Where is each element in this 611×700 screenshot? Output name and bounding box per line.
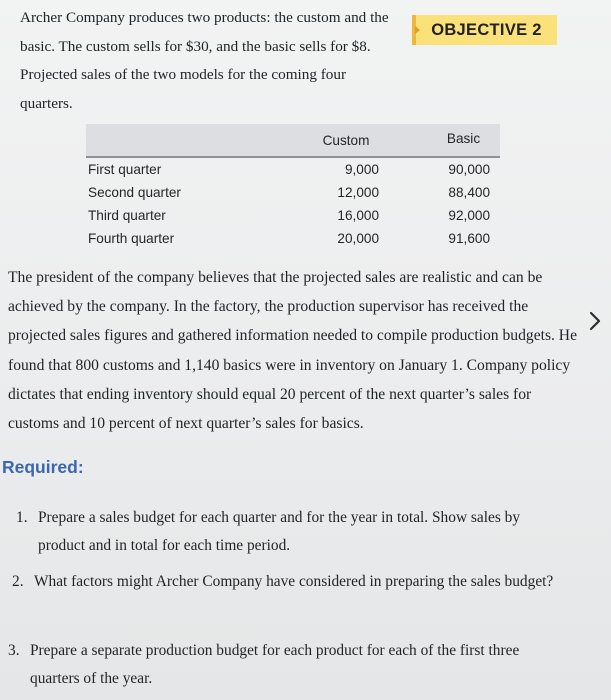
basic-value: 90,000 [448, 162, 490, 177]
basic-value: 88,400 [448, 185, 490, 200]
custom-value: 12,000 [337, 185, 379, 200]
table-row [86, 231, 500, 254]
header-basic: Basic [446, 131, 481, 146]
objective-label: OBJECTIVE 2 [431, 20, 542, 39]
body-paragraph: The president of the company believes that the projected sales are realistic and can be achieved by the company. In the factory, the production supervisor has received the projected sales figures and gathered information needed to compile production budgets. He found that 800 customs and 1,140 basics were in inventory on January 1. Company policy dictates that ending inventory should equal 20 percent of the next quarter’s sales for customs and 10 percent of next quarter’s sales for basics. [8, 269, 577, 433]
objective-badge [412, 15, 557, 45]
question-number: 3. [8, 642, 20, 659]
row-label: First quarter [88, 162, 162, 177]
question-text: Prepare a separate production budget for each product for each of the first three quarters of the year. [30, 642, 520, 687]
custom-value: 9,000 [344, 162, 379, 177]
row-label: Third quarter [88, 208, 166, 223]
chevron-right-icon[interactable] [587, 306, 603, 336]
question-number: 1. [16, 509, 28, 526]
objective-arrow-icon [415, 26, 420, 34]
table-header [86, 124, 500, 158]
header-custom: Custom [322, 133, 370, 148]
question-number: 2. [12, 573, 24, 590]
table-row [86, 162, 500, 185]
row-label: Second quarter [88, 185, 181, 200]
question-text: What factors might Archer Company have considered in preparing the sales budget? [34, 573, 554, 590]
required-heading: Required: [2, 457, 84, 477]
custom-value: 16,000 [337, 208, 379, 223]
row-label: Fourth quarter [88, 231, 175, 246]
table-row [86, 185, 500, 208]
question-text: Prepare a sales budget for each quarter and for the year in total. Show sales by product and in total for each time period. [38, 509, 521, 554]
basic-value: 92,000 [448, 208, 490, 223]
intro-text: Archer Company produces two products: the custom and the basic. The custom sells for $30, and the basic sells for $8. Projected sales of the two models for the coming four quarters. [20, 9, 389, 112]
basic-value: 91,600 [448, 231, 490, 246]
table-row [86, 208, 500, 231]
custom-value: 20,000 [337, 231, 379, 246]
